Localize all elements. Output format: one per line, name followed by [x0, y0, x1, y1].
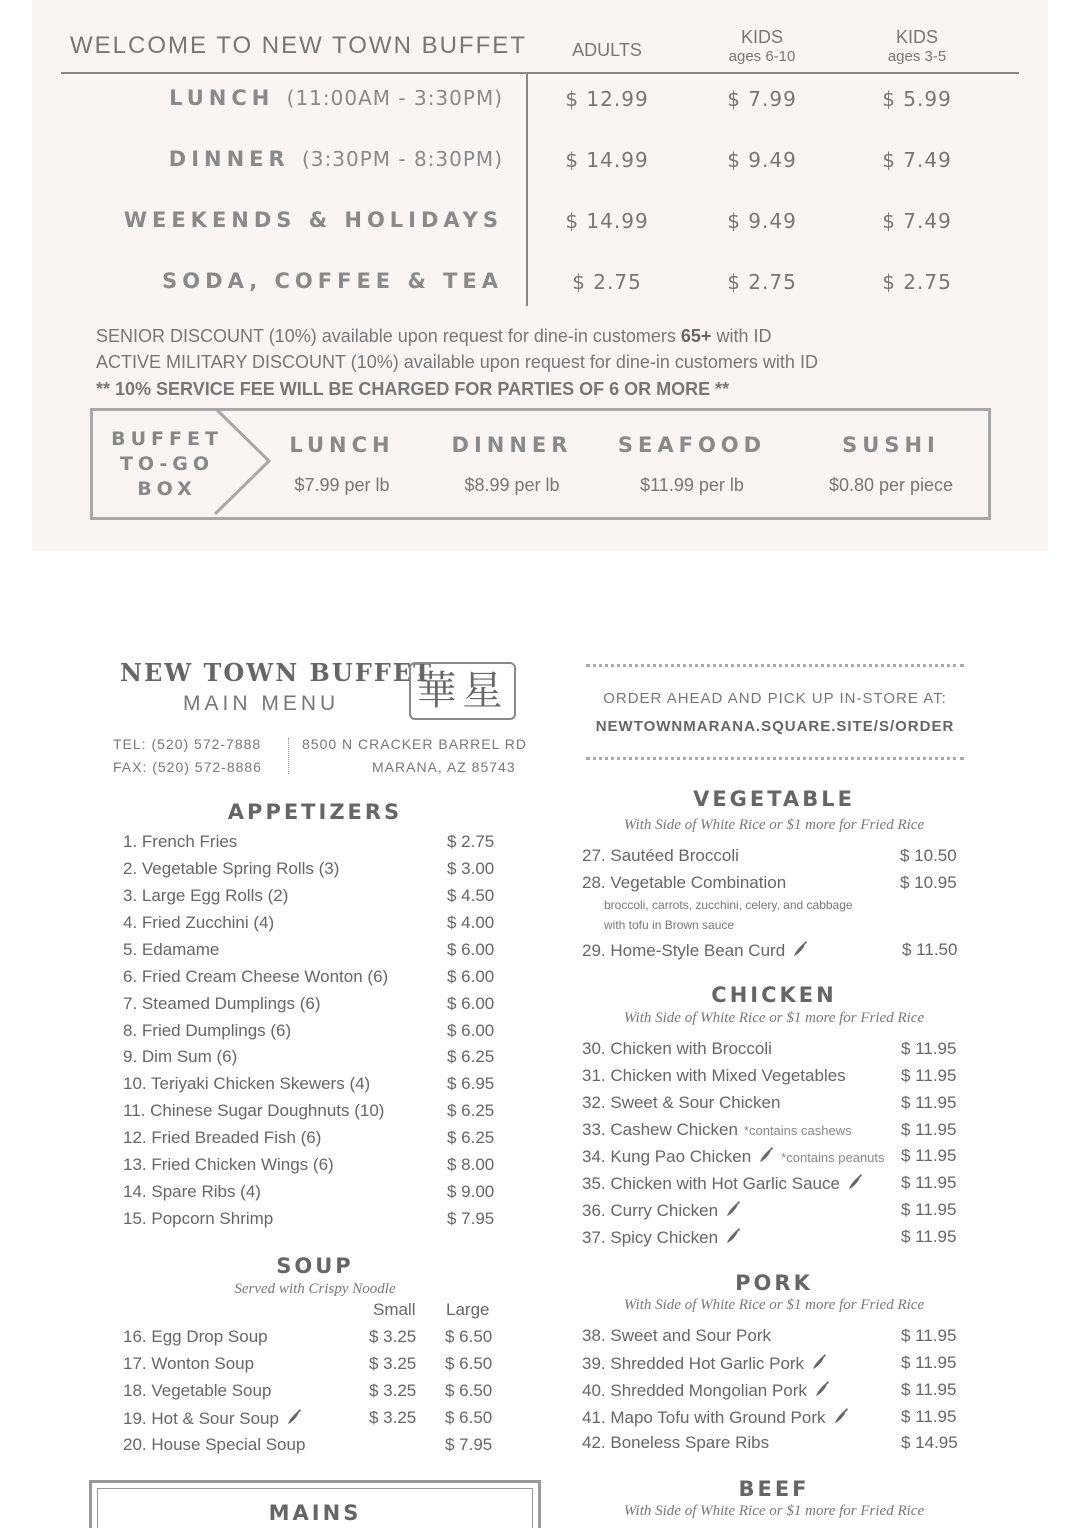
menu-item-name — [582, 1227, 742, 1250]
menu-item-label: 12. Fried Breaded Fish (6) — [123, 1128, 322, 1148]
menu-subtitle: MAIN MENU — [183, 692, 340, 715]
menu-item-price: $ 6.00 — [447, 1020, 495, 1040]
menu-item-price: $ 8.00 — [447, 1155, 495, 1175]
menu-item-name — [582, 1120, 852, 1141]
menu-item-label: 19. Hot & Sour Soup — [123, 1408, 279, 1428]
chili-pepper-icon — [791, 940, 809, 963]
dotted-divider — [586, 664, 964, 667]
menu-item-name — [123, 1435, 305, 1455]
menu-item-price: $ 6.00 — [447, 966, 495, 986]
chicken-heading: CHICKEN — [711, 983, 837, 1007]
note-text: with ID — [711, 326, 772, 346]
menu-item-price: $ 11.95 — [901, 1146, 957, 1166]
menu-item-label: 35. Chicken with Hot Garlic Sauce — [582, 1174, 840, 1194]
price-lunch-kids-3-5: $ 5.99 — [882, 87, 952, 111]
menu-item-name — [123, 1101, 384, 1121]
soup-large-label: Large — [446, 1300, 490, 1319]
appetizers-heading: APPETIZERS — [227, 800, 403, 824]
menu-item-name — [582, 1200, 742, 1223]
menu-item-label: 34. Kung Pao Chicken — [582, 1147, 752, 1167]
menu-item-name — [123, 1408, 303, 1431]
menu-item-label: 41. Mapo Tofu with Ground Pork — [582, 1407, 826, 1427]
menu-item-name — [123, 1128, 321, 1148]
to-go-item-price: $8.99 per lb — [464, 475, 560, 495]
to-go-title-line: TO-GO — [119, 453, 215, 475]
soup-small-label: Small — [373, 1300, 416, 1319]
to-go-item-price: $11.99 per lb — [640, 475, 744, 495]
menu-item-name — [123, 994, 320, 1014]
row-label-drinks — [162, 269, 503, 299]
menu-item-label: 3. Large Egg Rolls (2) — [123, 885, 289, 905]
menu-item-name — [582, 1173, 864, 1196]
price-weekends-kids-6-10: $ 9.49 — [727, 209, 797, 233]
to-go-item-name: SEAFOOD — [617, 433, 767, 457]
beef-heading: BEEF — [738, 1477, 810, 1501]
menu-item-price: $ 6.25 — [447, 1047, 495, 1067]
column-label: KIDS — [740, 27, 783, 47]
fax-number: FAX: (520) 572-8886 — [113, 759, 262, 775]
menu-item-label: 4. Fried Zucchini (4) — [123, 912, 275, 932]
menu-item-name — [582, 846, 739, 866]
menu-item-name — [123, 1209, 273, 1229]
menu-item-price: $ 11.95 — [901, 1119, 957, 1139]
row-label-weekends — [124, 208, 503, 238]
menu-item-price: $ 14.95 — [901, 1433, 958, 1453]
menu-item-name — [123, 967, 388, 987]
column-header-kids-3-5 — [862, 27, 972, 65]
menu-item-label: 29. Home-Style Bean Curd — [582, 940, 786, 960]
menu-item-price: $ 11.95 — [901, 1406, 957, 1426]
menu-item-price: $ 9.00 — [447, 1182, 495, 1202]
header-divider — [61, 72, 1019, 74]
to-go-item-lunch — [257, 433, 427, 496]
combo-description: broccoli, carrots, zucchini, celery, and cabbage — [604, 898, 853, 912]
menu-item-price: $ 11.95 — [901, 1092, 957, 1112]
chicken-side-note: With Side of White Rice or $1 more for Fried Rice — [623, 1010, 925, 1026]
menu-item-price: $ 6.50 — [445, 1407, 493, 1427]
menu-item-label: 32. Sweet & Sour Chicken — [582, 1092, 781, 1112]
mains-box — [89, 1480, 541, 1528]
price-dinner-adults: $ 14.99 — [565, 148, 649, 172]
address-street: 8500 N CRACKER BARREL RD — [302, 736, 527, 752]
menu-item-name — [582, 1039, 772, 1059]
menu-item-name — [582, 1066, 846, 1086]
to-go-item-name: DINNER — [451, 433, 573, 457]
menu-item-name — [123, 1182, 261, 1202]
menu-item-price: $ 3.25 — [369, 1407, 417, 1427]
military-discount-note: ACTIVE MILITARY DISCOUNT (10%) available upon request for dine-in customers with ID — [96, 352, 818, 372]
price-lunch-adults: $ 12.99 — [565, 87, 649, 111]
service-fee-note: ** 10% SERVICE FEE WILL BE CHARGED FOR PARTIES OF 6 OR MORE ** — [96, 379, 730, 399]
menu-item-label: 42. Boneless Spare Ribs — [582, 1433, 770, 1453]
chili-pepper-icon — [832, 1407, 850, 1430]
meal-name: LUNCH — [169, 86, 275, 110]
menu-item-label: 37. Spicy Chicken — [582, 1227, 719, 1247]
menu-item-name — [123, 940, 219, 960]
beef-side-note: With Side of White Rice or $1 more for Fried Rice — [623, 1503, 925, 1519]
dotted-divider — [586, 757, 964, 760]
menu-item-price: $ 10.95 — [900, 873, 957, 892]
restaurant-name: NEW TOWN BUFFET — [120, 658, 433, 687]
to-go-item-sushi — [806, 433, 976, 496]
price-dinner-kids-6-10: $ 9.49 — [727, 148, 797, 172]
to-go-item-name: SUSHI — [842, 433, 940, 457]
menu-item-name — [582, 1326, 771, 1346]
combo-description: with tofu in Brown sauce — [604, 918, 735, 932]
price-weekends-kids-3-5: $ 7.49 — [882, 209, 952, 233]
meal-name: WEEKENDS & HOLIDAYS — [123, 208, 503, 232]
menu-item-price: $ 11.95 — [901, 1039, 957, 1058]
menu-item-price: $ 3.25 — [369, 1380, 417, 1400]
menu-item-price: $ 11.95 — [901, 1226, 957, 1246]
meal-hours: (3:30PM - 8:30PM) — [302, 147, 503, 171]
chili-pepper-icon — [810, 1353, 828, 1376]
menu-item-price: $ 4.50 — [447, 885, 495, 905]
chili-pepper-icon — [285, 1408, 303, 1431]
menu-item-label: 8. Fried Dumplings (6) — [123, 1020, 292, 1040]
menu-item-label: 15. Popcorn Shrimp — [123, 1209, 274, 1229]
row-label-dinner — [169, 147, 503, 177]
mains-heading: MAINS — [268, 1501, 362, 1525]
vegetable-side-note: With Side of White Rice or $1 more for Fried Rice — [623, 817, 925, 833]
menu-item-name — [123, 1074, 370, 1094]
buffet-to-go-box — [90, 408, 991, 520]
menu-item-price: $ 6.50 — [445, 1353, 493, 1373]
menu-item-label: 2. Vegetable Spring Rolls (3) — [123, 858, 340, 878]
menu-item-name — [123, 1047, 237, 1067]
meal-name: SODA, COFFEE & TEA — [162, 269, 503, 293]
column-divider — [526, 74, 528, 306]
menu-item-price: $ 11.95 — [901, 1352, 957, 1372]
to-go-item-dinner — [427, 433, 597, 496]
chili-pepper-icon — [846, 1173, 864, 1196]
chili-pepper-icon — [724, 1227, 742, 1250]
menu-item-name — [123, 1354, 254, 1374]
to-go-item-price: $7.99 per lb — [294, 475, 390, 495]
menu-item-price: $ 6.50 — [445, 1380, 493, 1400]
menu-item-label: 17. Wonton Soup — [123, 1353, 255, 1373]
menu-item-name — [582, 1093, 780, 1113]
column-label: KIDS — [895, 27, 938, 47]
chili-pepper-icon — [813, 1380, 831, 1403]
soup-heading: SOUP — [276, 1254, 354, 1278]
meal-name: DINNER — [168, 147, 290, 171]
menu-item-label: 39. Shredded Hot Garlic Pork — [582, 1353, 805, 1373]
menu-item-name — [582, 1407, 850, 1430]
menu-item-label: 6. Fried Cream Cheese Wonton (6) — [123, 966, 389, 986]
menu-item-price: $ 6.95 — [447, 1074, 495, 1094]
menu-item-price: $ 11.95 — [901, 1200, 957, 1220]
menu-item-label: 31. Chicken with Mixed Vegetables — [582, 1065, 846, 1085]
menu-item-label: 13. Fried Chicken Wings (6) — [123, 1155, 334, 1175]
price-weekends-adults: $ 14.99 — [565, 209, 649, 233]
menu-item-price: $ 6.25 — [447, 1101, 495, 1121]
column-header-adults — [552, 40, 662, 61]
menu-item-name — [123, 1155, 334, 1175]
menu-item-price: $ 2.75 — [447, 832, 495, 851]
menu-item-price: $ 11.95 — [901, 1173, 957, 1193]
menu-item-label: 14. Spare Ribs (4) — [123, 1182, 261, 1202]
menu-item-price: $ 11.95 — [901, 1065, 957, 1085]
chinese-logo: 華星 — [409, 662, 516, 720]
price-lunch-kids-6-10: $ 7.99 — [727, 87, 797, 111]
menu-item-price: $ 11.95 — [901, 1326, 957, 1345]
menu-item-name — [582, 1433, 769, 1453]
price-drinks-kids-6-10: $ 2.75 — [727, 270, 797, 294]
allergen-note: *contains cashews — [743, 1122, 852, 1138]
to-go-title-line: BOX — [137, 478, 197, 500]
order-url-link[interactable]: NEWTOWNMARANA.SQUARE.SITE/S/ORDER — [595, 718, 955, 735]
to-go-item-price: $0.80 per piece — [828, 475, 954, 495]
menu-item-price: $ 3.25 — [369, 1353, 417, 1373]
price-drinks-adults: $ 2.75 — [572, 270, 642, 294]
menu-item-name — [123, 832, 237, 852]
menu-item-price: $ 6.00 — [447, 993, 495, 1013]
menu-item-label: 11. Chinese Sugar Doughnuts (10) — [123, 1101, 385, 1121]
price-drinks-kids-3-5: $ 2.75 — [882, 270, 952, 294]
menu-item-name — [582, 1353, 828, 1376]
menu-item-name — [123, 1381, 271, 1401]
menu-item-price: $ 3.00 — [447, 858, 495, 878]
menu-item-label: 30. Chicken with Broccoli — [582, 1039, 772, 1058]
menu-item-name — [582, 1146, 885, 1169]
menu-item-price: $ 3.25 — [369, 1327, 417, 1346]
contact-divider — [288, 738, 289, 774]
menu-item-price: $ 11.95 — [901, 1379, 957, 1399]
to-go-item-name: LUNCH — [289, 433, 395, 457]
to-go-item-seafood — [607, 433, 777, 496]
menu-item-price: $ 6.25 — [447, 1128, 495, 1148]
menu-item-label: 5. Edamame — [123, 939, 220, 959]
vegetable-heading: VEGETABLE — [693, 787, 855, 811]
allergen-note: *contains peanuts — [781, 1150, 885, 1166]
menu-item-name — [123, 913, 274, 933]
menu-item-name — [123, 859, 339, 879]
menu-item-price: $ 7.95 — [445, 1434, 493, 1454]
pork-side-note: With Side of White Rice or $1 more for Fried Rice — [623, 1297, 925, 1313]
note-emphasis: 65+ — [680, 326, 712, 346]
row-label-lunch — [169, 86, 503, 116]
menu-item-price: $ 4.00 — [447, 912, 495, 932]
order-ahead-text: ORDER AHEAD AND PICK UP IN-STORE AT: — [603, 690, 947, 707]
menu-item-label: 10. Teriyaki Chicken Skewers (4) — [123, 1074, 371, 1094]
menu-item-name — [123, 1327, 268, 1347]
column-header-kids-6-10 — [707, 27, 817, 65]
price-dinner-kids-3-5: $ 7.49 — [882, 148, 952, 172]
menu-item-price: $ 11.50 — [902, 940, 958, 959]
menu-item-label: 40. Shredded Mongolian Pork — [582, 1380, 807, 1400]
menu-item-price: $ 6.50 — [445, 1327, 493, 1346]
column-sublabel: ages 6-10 — [728, 48, 796, 65]
pork-heading: PORK — [735, 1271, 813, 1295]
menu-item-name — [582, 1380, 831, 1403]
phone-number: TEL: (520) 572-7888 — [113, 736, 262, 752]
menu-item-name — [582, 873, 786, 893]
menu-item-label: 18. Vegetable Soup — [123, 1380, 272, 1400]
column-sublabel: ages 3-5 — [887, 48, 947, 65]
menu-item-name — [123, 886, 288, 906]
menu-item-label: 7. Steamed Dumplings (6) — [123, 993, 321, 1013]
menu-item-label: 38. Sweet and Sour Pork — [582, 1326, 772, 1345]
menu-item-label: 28. Vegetable Combination — [582, 873, 787, 892]
soup-subtitle: Served with Crispy Noodle — [234, 1281, 396, 1297]
column-label: ADULTS — [572, 40, 642, 60]
address-city: MARANA, AZ 85743 — [372, 759, 516, 775]
to-go-title-line: BUFFET — [111, 428, 223, 450]
menu-item-label: 1. French Fries — [123, 832, 238, 851]
menu-item-name — [123, 1021, 291, 1041]
chili-pepper-icon — [724, 1200, 742, 1223]
menu-item-label: 9. Dim Sum (6) — [123, 1047, 238, 1067]
chili-pepper-icon — [757, 1146, 775, 1169]
note-text: SENIOR DISCOUNT (10%) available upon request for dine-in customers — [96, 326, 681, 346]
buffet-pricing-panel — [32, 0, 1048, 551]
menu-item-price: $ 6.00 — [447, 939, 495, 959]
menu-item-price: $ 7.95 — [447, 1209, 495, 1229]
menu-item-label: 16. Egg Drop Soup — [123, 1327, 268, 1346]
menu-item-name — [582, 940, 809, 963]
welcome-heading: WELCOME TO NEW TOWN BUFFET — [70, 32, 527, 59]
menu-item-price: $ 10.50 — [900, 846, 957, 865]
senior-discount-note — [96, 326, 771, 347]
menu-item-label: 20. House Special Soup — [123, 1434, 306, 1454]
menu-item-label: 33. Cashew Chicken — [582, 1119, 738, 1139]
menu-item-label: 27. Sautéed Broccoli — [582, 846, 739, 865]
meal-hours: (11:00AM - 3:30PM) — [286, 86, 503, 110]
to-go-title — [107, 427, 227, 502]
menu-item-label: 36. Curry Chicken — [582, 1201, 719, 1221]
